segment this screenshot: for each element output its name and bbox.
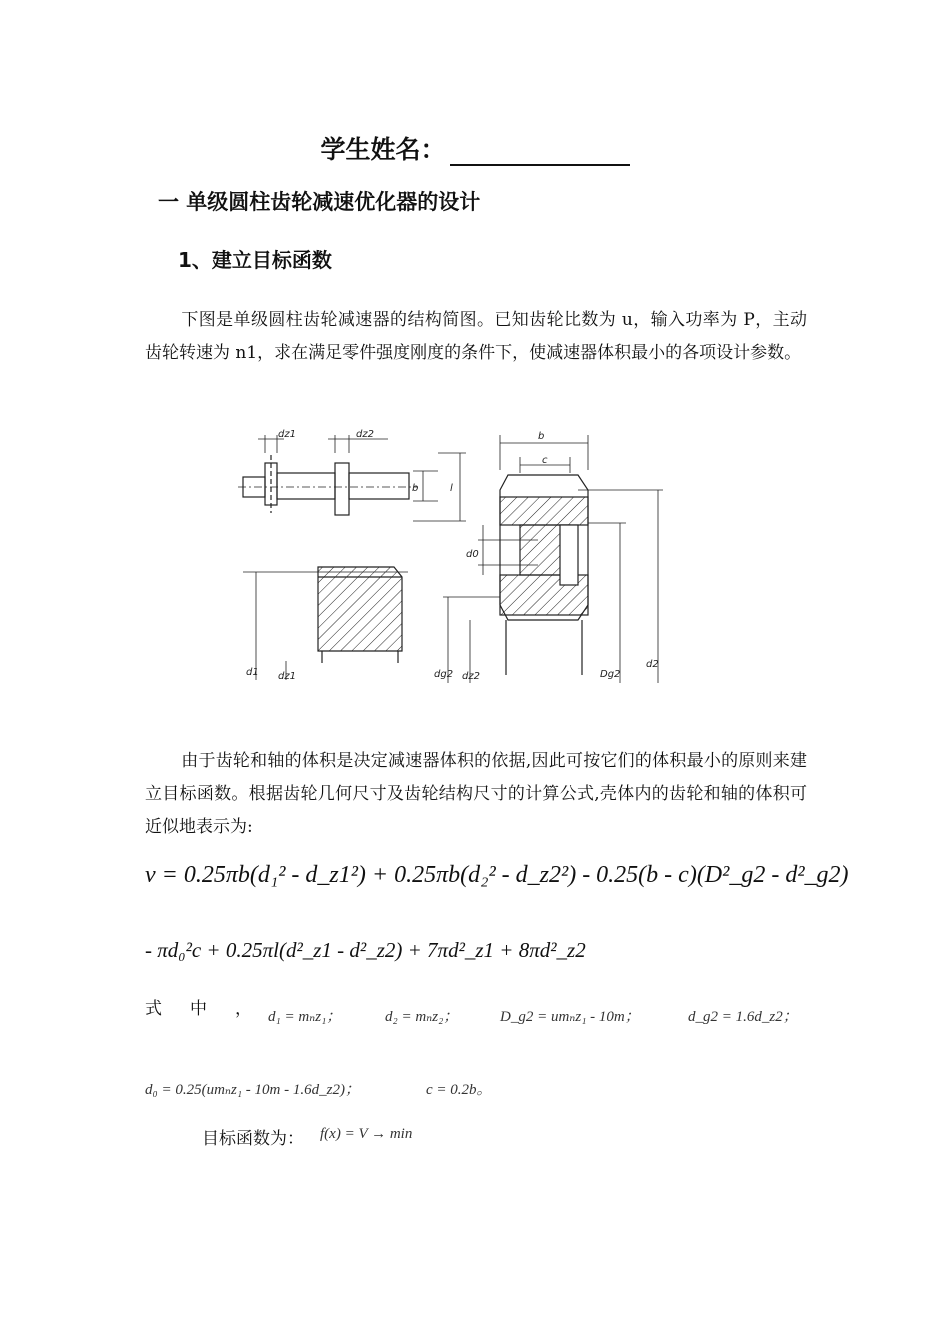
- label-Dg2: Dg2: [600, 669, 621, 680]
- pinion-section: [243, 567, 408, 682]
- def-c: c = 0.2b。: [426, 1082, 492, 1098]
- label-dz2: dz2: [356, 429, 374, 440]
- intro-paragraph-text: 下图是单级圆柱齿轮减速器的结构简图。已知齿轮比数为 u，输入功率为 P，主动齿轮转速为 n1，求在满足零件强度刚度的条件下，使减速器体积最小的各项设计参数。: [145, 310, 807, 363]
- label-dz1-bottom: dz1: [278, 671, 296, 682]
- label-d0: d0: [466, 549, 479, 560]
- label-l: l: [450, 483, 453, 494]
- def-d0: d₀ = 0.25(umₙz₁ - 10m - 1.6d_z2)；: [145, 1082, 360, 1098]
- subsection-heading: 1、建立目标函数: [178, 248, 332, 272]
- label-dz1: dz1: [278, 429, 296, 440]
- where-label: 式中，: [145, 999, 280, 1019]
- label-dg2: dg2: [434, 669, 454, 680]
- page-title: [0, 130, 950, 166]
- intro-paragraph: [145, 304, 807, 370]
- label-d1: d1: [246, 667, 259, 678]
- section-heading: 一 单级圆柱齿轮减速优化器的设计: [158, 190, 481, 214]
- label-b-shaft: b: [412, 483, 419, 494]
- volume-equation-line2: - πd₀²c + 0.25πl(d²_z1 - d²_z2) + 7πd²_z1 + 8πd²_z2: [145, 938, 586, 962]
- label-c: c: [542, 455, 548, 466]
- shaft-assembly: [238, 429, 466, 521]
- def-dg2: d_g2 = 1.6d_z2；: [688, 1009, 798, 1025]
- second-paragraph: [145, 745, 807, 844]
- def-Dg2: D_g2 = umₙz₁ - 10m；: [500, 1009, 640, 1025]
- label-dz2-bottom: dz2: [462, 671, 480, 682]
- def-d2: d₂ = mₙz₂；: [385, 1009, 459, 1025]
- goal-label: 目标函数为：: [202, 1129, 304, 1149]
- student-name-label: 学生姓名：: [320, 135, 446, 164]
- volume-equation-line1: v = 0.25πb(d₁² - d_z1²) + 0.25πb(d₂² - d_z2²) - 0.25(b - c)(D²_g2 - d²_g2): [145, 862, 849, 888]
- def-d1: d₁ = mₙz₁；: [268, 1009, 342, 1025]
- goal-expression: f(x) = V → min: [320, 1126, 413, 1142]
- label-b-gear: b: [538, 431, 545, 442]
- gear-section: [434, 431, 663, 683]
- gear-reducer-diagram: [238, 425, 674, 697]
- label-d2: d2: [646, 659, 659, 670]
- student-name-blank[interactable]: [450, 140, 630, 166]
- second-paragraph-text: 由于齿轮和轴的体积是决定减速器体积的依据,因此可按它们的体积最小的原则来建立目标函数。根据齿轮几何尺寸及齿轮结构尺寸的计算公式,壳体内的齿轮和轴的体积可近似地表示为:: [145, 751, 807, 837]
